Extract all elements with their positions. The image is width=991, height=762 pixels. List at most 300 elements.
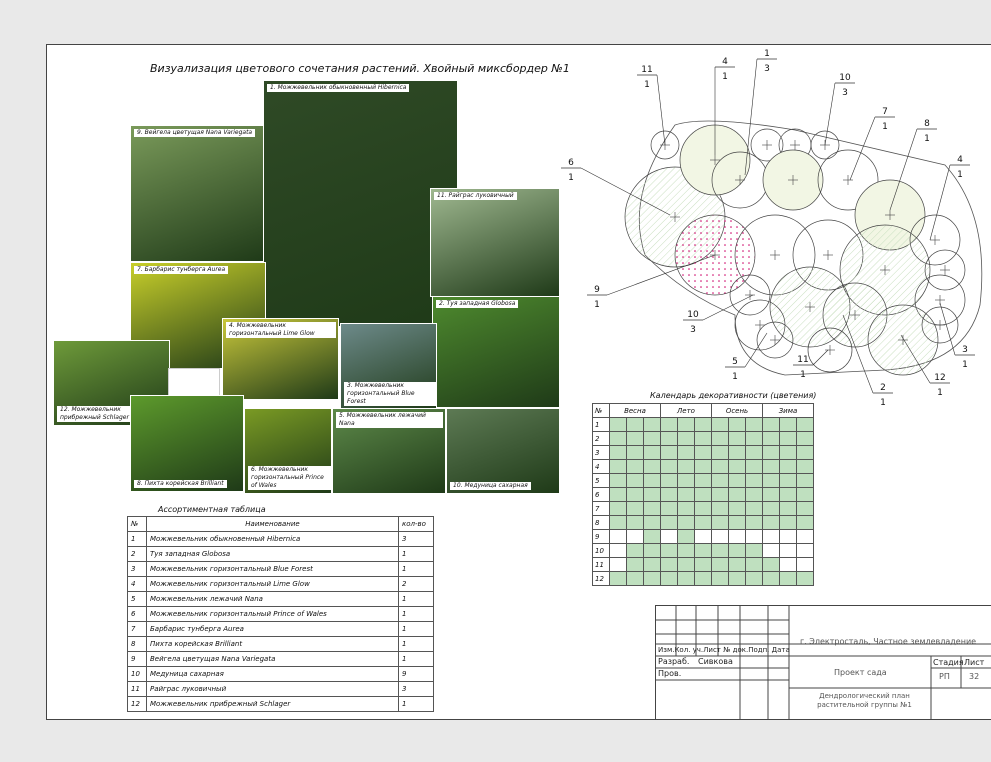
plan-label-number: 1 [764,49,770,59]
table-row [128,622,434,637]
plan-label-count: 3 [842,88,848,98]
calendar-cell [712,572,729,586]
planting-plan [568,45,990,408]
calendar-cell [644,502,661,516]
calendar-cell [610,460,627,474]
calendar-cell [746,446,763,460]
calendar-row-num: 5 [593,474,610,488]
calendar-cell [780,558,797,572]
calendar-row [593,488,814,502]
cell-qty: 1 [399,622,434,637]
calendar-cell [763,418,780,432]
cell-qty: 1 [399,562,434,577]
calendar-cell [746,530,763,544]
calendar-cell [695,488,712,502]
table-row [128,547,434,562]
project-name: Проект сада [834,668,887,677]
photo-ryegrass [430,188,560,297]
cell-name: Медуница сахарная [147,667,399,682]
calendar-row-num: 7 [593,502,610,516]
calendar-cell [678,558,695,572]
calendar-cell [763,558,780,572]
cell-qty: 1 [399,547,434,562]
calendar-row [593,460,814,474]
calendar-cell [610,558,627,572]
table-row [128,562,434,577]
calendar-cell [695,446,712,460]
plan-leader-line [850,117,875,180]
calendar-cell [746,558,763,572]
calendar-cell [712,530,729,544]
calendar-cell [763,530,780,544]
cell-name: Можжевельник прибрежный Schlager [147,697,399,712]
project-location: г. Электросталь, Частное землевладение [800,637,977,646]
calendar-cell [797,572,814,586]
calendar-cell [695,432,712,446]
calendar-cell [661,474,678,488]
calendar-row [593,572,814,586]
calendar-row [593,502,814,516]
calendar-cell [763,432,780,446]
cell-num: 10 [128,667,147,682]
calendar-cell [627,516,644,530]
calendar-cell [780,446,797,460]
calendar-cell [695,544,712,558]
calendar-cell [797,488,814,502]
cell-name: Туя западная Globosa [147,547,399,562]
assortment-title: Ассортиментная таблица [158,505,266,514]
cell-num: 5 [128,592,147,607]
calendar-cell [763,572,780,586]
cell-name: Можжевельник горизонтальный Blue Forest [147,562,399,577]
calendar-cell [644,516,661,530]
calendar-row [593,544,814,558]
cell-qty: 9 [399,667,434,682]
cell-num: 8 [128,637,147,652]
header-num: № [128,517,147,532]
calendar-row [593,530,814,544]
calendar-row-num: 1 [593,418,610,432]
calendar-cell [712,432,729,446]
calendar-cell [712,558,729,572]
calendar-cell [746,488,763,502]
calendar-cell [797,516,814,530]
cell-name: Можжевельник обыкновенный Hibernica [147,532,399,547]
table-row [128,667,434,682]
cell-num: 4 [128,577,147,592]
calendar-cell [678,530,695,544]
table-row [128,532,434,547]
plan-label-number: 10 [839,73,851,83]
checker-label: Пров. [658,669,682,678]
plan-label-count: 3 [764,64,770,74]
calendar-cell [712,502,729,516]
calendar-cell [644,446,661,460]
calendar-cell [780,418,797,432]
calendar-cell [661,544,678,558]
calendar-row-num: 3 [593,446,610,460]
calendar-row-num: 2 [593,432,610,446]
calendar-cell [780,530,797,544]
plan-label-number: 7 [882,107,888,117]
calendar-cell [661,558,678,572]
photo-caption: 10. Медуница сахарная [450,482,531,490]
calendar-cell [797,544,814,558]
plan-leader-line [825,83,835,145]
season-summer: Лето [661,404,712,418]
table-row [128,577,434,592]
season-spring: Весна [610,404,661,418]
photo-juniper-hibernica [263,80,458,327]
photo-caption: 12. Можжевельник прибрежный Schlager [57,406,167,422]
calendar-cell [678,460,695,474]
blank-label-box [168,368,220,396]
calendar-cell [729,530,746,544]
calendar-header-num: № [593,404,610,418]
calendar-cell [797,418,814,432]
decorativeness-calendar [592,403,814,586]
plan-label-count: 3 [690,325,696,335]
calendar-cell [627,530,644,544]
calendar-cell [746,474,763,488]
calendar-cell [644,488,661,502]
plan-label-number: 11 [641,65,653,75]
calendar-cell [678,418,695,432]
calendar-header-row [593,404,814,418]
calendar-cell [780,516,797,530]
developer-name: Сивкова [698,657,733,666]
calendar-cell [780,572,797,586]
plan-leader-line [745,59,757,175]
calendar-cell [695,474,712,488]
plan-label-number: 2 [880,383,886,393]
assortment-table [127,516,434,712]
plan-label-count: 1 [880,398,886,408]
cell-name: Барбарис тунберга Aurea [147,622,399,637]
calendar-cell [712,460,729,474]
calendar-cell [729,460,746,474]
calendar-cell [644,432,661,446]
table-row [128,607,434,622]
stage-label: Стадия [933,658,964,667]
header-qty: кол-во [399,517,434,532]
calendar-row [593,446,814,460]
calendar-cell [729,432,746,446]
calendar-cell [729,488,746,502]
calendar-cell [797,502,814,516]
calendar-cell [746,516,763,530]
calendar-cell [763,544,780,558]
calendar-cell [610,432,627,446]
sheet-value: 32 [969,672,980,681]
calendar-cell [763,516,780,530]
calendar-cell [661,460,678,474]
plan-label-count: 1 [732,372,738,382]
calendar-cell [763,446,780,460]
calendar-cell [797,474,814,488]
calendar-cell [695,572,712,586]
calendar-cell [661,418,678,432]
calendar-cell [661,530,678,544]
cell-name: Можжевельник лежачий Nana [147,592,399,607]
calendar-cell [746,572,763,586]
calendar-cell [729,544,746,558]
table-header-row [128,517,434,532]
cell-name: Райграс луковичный [147,682,399,697]
calendar-row-num: 12 [593,572,610,586]
calendar-cell [763,488,780,502]
plan-label-count: 1 [722,72,728,82]
calendar-cell [797,432,814,446]
plan-label-number: 6 [568,158,574,168]
calendar-row [593,432,814,446]
calendar-cell [627,544,644,558]
calendar-cell [610,544,627,558]
table-row [128,697,434,712]
cell-num: 9 [128,652,147,667]
calendar-cell [695,530,712,544]
calendar-cell [712,516,729,530]
table-row [128,592,434,607]
calendar-cell [746,502,763,516]
photo-caption: 9. Вейгела цветущая Nana Variegata [134,129,255,137]
calendar-cell [695,460,712,474]
plan-label-number: 4 [957,155,963,165]
calendar-cell [729,572,746,586]
title-block [655,605,991,719]
calendar-cell [780,432,797,446]
developer-label: Разраб. [658,657,690,666]
calendar-cell [729,446,746,460]
header-name: Наименование [147,517,399,532]
photo-caption: 4. Можжевельник горизонтальный Lime Glow [226,322,336,338]
calendar-cell [661,516,678,530]
plan-label-count: 1 [937,388,943,398]
calendar-cell [627,460,644,474]
plan-label-number: 8 [924,119,930,129]
calendar-cell [695,418,712,432]
calendar-cell [610,446,627,460]
calendar-cell [661,572,678,586]
photo-weigela [130,125,266,262]
calendar-row [593,516,814,530]
calendar-row-num: 9 [593,530,610,544]
calendar-cell [644,544,661,558]
calendar-cell [661,488,678,502]
calendar-cell [712,474,729,488]
calendar-cell [763,460,780,474]
calendar-cell [746,460,763,474]
calendar-cell [763,502,780,516]
calendar-cell [627,558,644,572]
calendar-cell [746,432,763,446]
calendar-cell [678,446,695,460]
calendar-cell [797,460,814,474]
calendar-cell [610,502,627,516]
cell-qty: 2 [399,577,434,592]
calendar-cell [746,418,763,432]
calendar-row [593,474,814,488]
calendar-cell [644,418,661,432]
photo-juniper-lime-glow [222,318,339,400]
cell-name: Можжевельник горизонтальный Lime Glow [147,577,399,592]
plan-label-number: 12 [934,373,946,383]
table-row [128,682,434,697]
cell-qty: 3 [399,532,434,547]
photo-caption: 3. Можжевельник горизонтальный Blue Forest [344,382,436,406]
calendar-cell [780,544,797,558]
photo-juniper-nana [332,408,446,494]
calendar-cell [627,446,644,460]
photo-caption: 11. Райграс луковичный [434,192,517,200]
stage-value: РП [939,672,950,681]
plan-label-number: 10 [687,310,699,320]
calendar-cell [627,488,644,502]
calendar-cell [644,558,661,572]
plan-leader-line [940,303,955,355]
calendar-cell [678,474,695,488]
calendar-cell [678,432,695,446]
calendar-cell [712,418,729,432]
cell-qty: 1 [399,697,434,712]
calendar-cell [729,418,746,432]
calendar-cell [797,446,814,460]
cell-name: Пихта корейская Brilliant [147,637,399,652]
plan-leader-line [657,75,665,145]
change-headers: Изм.Кол. уч.Лист № док.Подп. Дата [658,646,790,654]
cell-num: 2 [128,547,147,562]
plan-label-count: 1 [962,360,968,370]
plan-label-count: 1 [957,170,963,180]
season-autumn: Осень [712,404,763,418]
cell-qty: 1 [399,592,434,607]
calendar-cell [661,502,678,516]
cell-qty: 1 [399,652,434,667]
plan-label-count: 1 [882,122,888,132]
calendar-cell [627,418,644,432]
photo-lungwort [446,408,560,494]
calendar-cell [627,474,644,488]
drawing-title: Дендрологический план растительной группы №1 [817,692,912,709]
photo-juniper-blue-forest [340,323,437,410]
calendar-cell [712,488,729,502]
calendar-cell [729,516,746,530]
plan-label-number: 5 [732,357,738,367]
calendar-cell [678,488,695,502]
cell-num: 3 [128,562,147,577]
calendar-cell [780,502,797,516]
calendar-cell [746,544,763,558]
calendar-cell [695,558,712,572]
plan-label-number: 11 [797,355,809,365]
table-row [128,637,434,652]
calendar-row-num: 4 [593,460,610,474]
plan-leader-line [930,165,950,240]
cell-num: 1 [128,532,147,547]
plan-label-count: 1 [594,300,600,310]
calendar-row [593,558,814,572]
table-row [128,652,434,667]
calendar-cell [780,460,797,474]
cell-num: 12 [128,697,147,712]
calendar-cell [644,460,661,474]
calendar-cell [644,572,661,586]
plan-label-count: 1 [644,80,650,90]
calendar-cell [678,572,695,586]
calendar-cell [627,502,644,516]
calendar-cell [729,474,746,488]
plan-label-count: 1 [924,134,930,144]
calendar-cell [661,446,678,460]
calendar-cell [797,558,814,572]
calendar-cell [610,474,627,488]
plan-leader-line [813,350,828,365]
calendar-cell [610,530,627,544]
calendar-row-num: 10 [593,544,610,558]
calendar-row-num: 11 [593,558,610,572]
cell-name: Можжевельник горизонтальный Prince of Wales [147,607,399,622]
calendar-cell [627,432,644,446]
plan-label-number: 9 [594,285,600,295]
plan-label-count: 1 [800,370,806,380]
calendar-row-num: 8 [593,516,610,530]
cell-num: 6 [128,607,147,622]
calendar-cell [695,502,712,516]
sheet-label: Лист [964,658,985,667]
calendar-title: Календарь декоративности (цветения) [650,391,817,400]
plan-label-count: 1 [568,173,574,183]
calendar-cell [610,488,627,502]
cell-num: 11 [128,682,147,697]
calendar-cell [729,502,746,516]
photo-caption: 5. Можжевельник лежачий Nana [336,412,443,428]
photo-korean-fir [130,395,244,492]
photo-thuja-globosa [432,296,560,408]
calendar-cell [780,488,797,502]
calendar-cell [712,544,729,558]
calendar-cell [644,474,661,488]
season-winter: Зима [763,404,814,418]
photo-caption: 1. Можжевельник обыкновенный Hibernica [267,84,409,92]
cell-num: 7 [128,622,147,637]
cell-qty: 1 [399,637,434,652]
calendar-row-num: 6 [593,488,610,502]
photo-caption: 2. Туя западная Globosa [436,300,518,308]
calendar-cell [678,516,695,530]
calendar-cell [610,572,627,586]
cell-name: Вейгела цветущая Nana Variegata [147,652,399,667]
calendar-cell [678,544,695,558]
page-title: Визуализация цветового сочетания растений. Хвойный миксбордер №1 [150,62,570,75]
calendar-cell [695,516,712,530]
calendar-cell [610,418,627,432]
calendar-cell [712,446,729,460]
plan-label-number: 4 [722,57,728,67]
calendar-cell [627,572,644,586]
calendar-cell [661,432,678,446]
photo-juniper-prince-of-wales [244,408,332,494]
calendar-row [593,418,814,432]
plan-leader-line [703,295,753,320]
calendar-cell [678,502,695,516]
photo-caption: 6. Можжевельник горизонтальный Prince of Wales [248,466,331,490]
calendar-cell [644,530,661,544]
calendar-cell [797,530,814,544]
calendar-cell [763,474,780,488]
cell-qty: 1 [399,607,434,622]
cell-qty: 3 [399,682,434,697]
photo-caption: 7. Барбарис тунберга Aurea [134,266,228,274]
